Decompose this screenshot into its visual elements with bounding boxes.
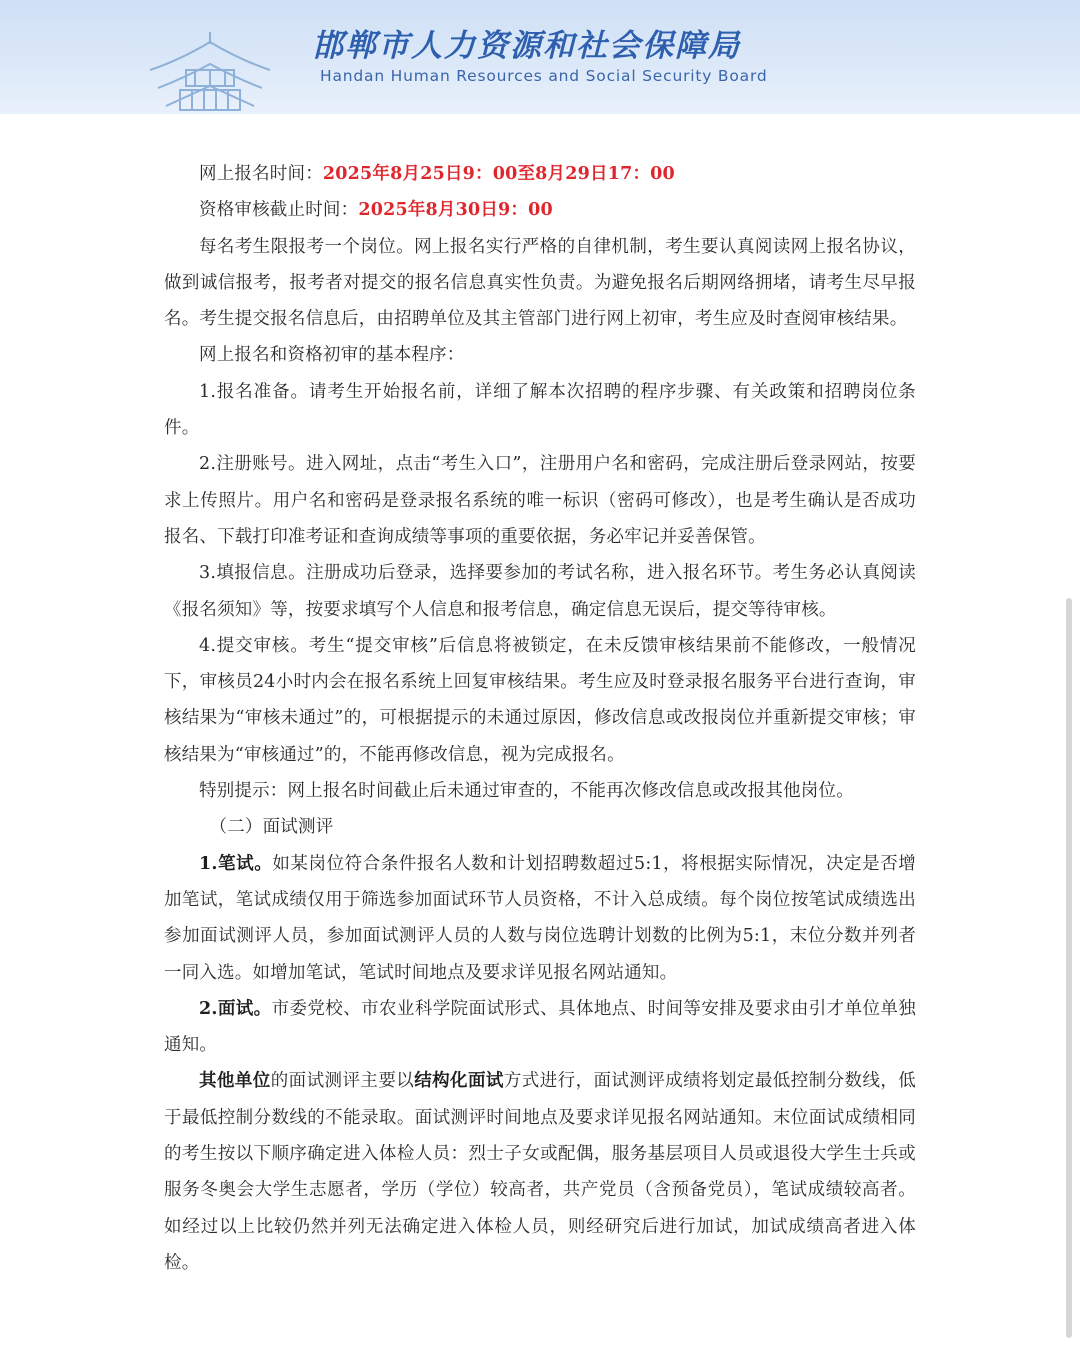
interview-text: 市委党校、市农业科学院面试形式、具体地点、时间等安排及要求由引才单位单独通知。 <box>164 998 916 1056</box>
review-deadline <box>164 192 916 228</box>
step-1: 1.报名准备。请考生开始报名前，详细了解本次招聘的程序步骤、有关政策和招聘岗位条件。 <box>164 381 916 439</box>
registration-time-label: 网上报名时间： <box>199 164 323 184</box>
procedure-title: 网上报名和资格初审的基本程序： <box>199 345 465 366</box>
other-units-paragraph <box>164 1063 916 1281</box>
section-2-title: （二）面试测评 <box>209 817 334 838</box>
other-units-text-1: 的面试测评主要以 <box>270 1071 415 1092</box>
special-note: 特别提示：网上报名时间截止后未通过审查的，不能再次修改信息或改报其他岗位。 <box>199 781 854 802</box>
structured-interview-label: 结构化面试 <box>414 1071 504 1092</box>
article-body <box>164 156 916 1281</box>
intro-paragraph: 每名考生限报考一个岗位。网上报名实行严格的自律机制，考生要认真阅读网上报名协议，做到诚信报考，报考者对提交的报名信息真实性负责。为避免报名后期网络拥堵，请考生尽早报名。考生提交报名信息后，由招聘单位及其主管部门进行网上初审，考生应及时查阅审核结果。 <box>164 236 916 330</box>
written-test-paragraph <box>164 846 916 991</box>
review-deadline-label: 资格审核截止时间： <box>199 200 359 221</box>
header-banner <box>0 0 1080 114</box>
step-4: 4.提交审核。考生“提交审核”后信息将被锁定，在未反馈审核结果前不能修改，一般情况下，审核员24小时内会在报名系统上回复审核结果。考生应及时登录报名服务平台进行查询，审核结果为“审核未通过”的，可根据提示的未通过原因，修改信息或改报岗位并重新提交审核；审核结果为“审核通过”的，不能再修改信息，视为完成报名。 <box>164 635 916 765</box>
other-units-text-2: 方式进行，面试测评成绩将划定最低控制分数线，低于最低控制分数线的不能录取。面试测评时间地点及要求详见报名网站通知。末位面试成绩相同的考生按以下顺序确定进入体检人员：烈士子女或配偶，服务基层项目人员或退役大学生士兵或服务冬奥会大学生志愿者，学历（学位）较高者，共产党员（含预备党员），笔试成绩较高者。如经过以上比较仍然并列无法确定进入体检人员，则经研究后进行加试，加试成绩高者进入体检。 <box>164 1071 917 1273</box>
site-title-en: Handan Human Resources and Social Security Board <box>320 67 768 85</box>
other-units-label: 其他单位 <box>199 1071 271 1092</box>
pagoda-logo-icon <box>140 30 280 114</box>
step-3: 3.填报信息。注册成功后登录，选择要参加的考试名称，进入报名环节。考生务必认真阅读《报名须知》等，按要求填写个人信息和报考信息，确定信息无误后，提交等待审核。 <box>164 563 916 620</box>
registration-time <box>164 156 916 192</box>
interview-paragraph <box>164 991 916 1064</box>
step-2: 2.注册账号。进入网址，点击“考生入口”，注册用户名和密码，完成注册后登录网站，按要求上传照片。用户名和密码是登录报名系统的唯一标识（密码可修改），也是考生确认是否成功报名、下载打印准考证和查询成绩等事项的重要依据，务必牢记并妥善保管。 <box>164 454 916 547</box>
review-deadline-value: 2025年8月30日9：00 <box>358 200 553 221</box>
written-test-text: 如某岗位符合条件报名人数和计划招聘数超过5:1，将根据实际情况，决定是否增加笔试，笔试成绩仅用于筛选参加面试环节人员资格，不计入总成绩。每个岗位按笔试成绩选出参加面试测评人员，参加面试测评人员的人数与岗位选聘计划数的比例为5:1，末位分数并列者一同入选。如增加笔试，笔试时间地点及要求详见报名网站通知。 <box>164 853 916 983</box>
site-title-cn: 邯郸市人力资源和社会保障局 <box>312 28 741 64</box>
written-test-label: 1.笔试。 <box>199 853 273 874</box>
scrollbar[interactable] <box>1066 598 1072 1338</box>
registration-time-value: 2025年8月25日9：00至8月29日17：00 <box>322 164 675 184</box>
interview-label: 2.面试。 <box>199 998 272 1019</box>
